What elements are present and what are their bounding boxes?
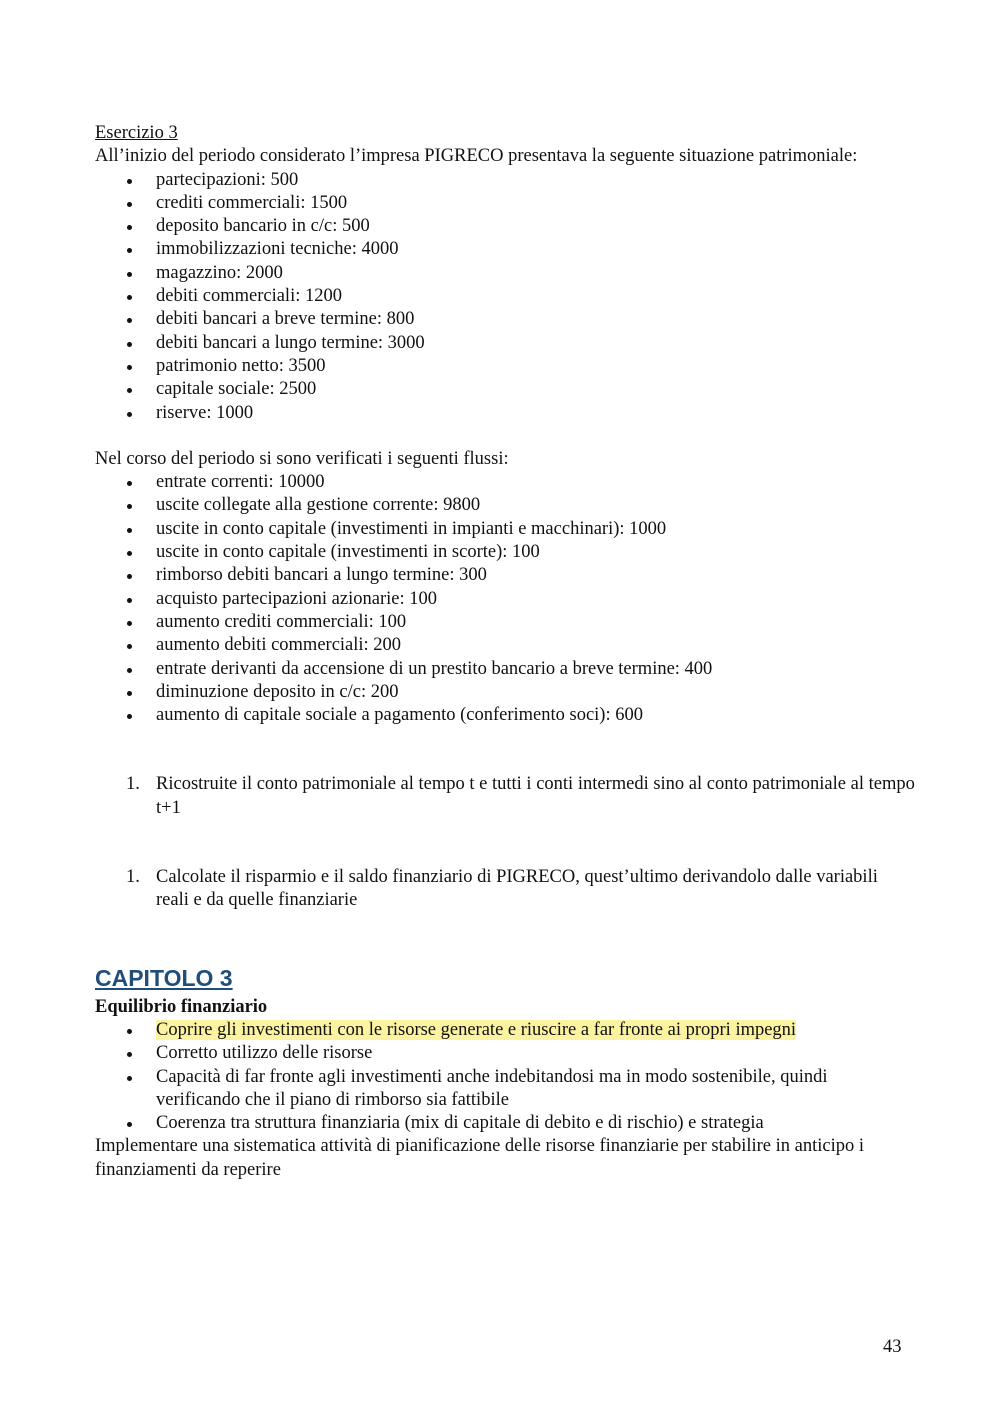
closing-paragraph: Implementare una sistematica attività di pianificazione delle risorse finanziarie per stabilire in anticipo i finanziamenti da reperire <box>95 1136 864 1180</box>
list-item: aumento debiti commerciali: 200 <box>95 634 915 657</box>
list-item: partecipazioni: 500 <box>95 169 915 192</box>
question-text: Calcolate il risparmio e il saldo finanziario di PIGRECO, quest’ultimo derivandolo dalle variabili reali e da quelle finanziarie <box>156 867 878 911</box>
list-item: debiti bancari a breve termine: 800 <box>95 308 915 331</box>
list-item <box>95 1019 915 1042</box>
question-1 <box>95 773 915 820</box>
exercise-title: Esercizio 3 <box>95 123 178 143</box>
list-item: uscite in conto capitale (investimenti in impianti e macchinari): 1000 <box>95 518 915 541</box>
list-item: Coerenza tra struttura finanziaria (mix di capitale di debito e di rischio) e strategia <box>95 1112 915 1135</box>
list-item: uscite collegate alla gestione corrente: 9800 <box>95 494 915 517</box>
list-item: patrimonio netto: 3500 <box>95 355 915 378</box>
highlighted-text: Coprire gli investimenti con le risorse generate e riuscire a far fronte ai propri impegni <box>156 1019 797 1040</box>
list-item: deposito bancario in c/c: 500 <box>95 215 915 238</box>
list-item: acquisto partecipazioni azionarie: 100 <box>95 588 915 611</box>
section-title: Equilibrio finanziario <box>95 996 268 1017</box>
list-item: diminuzione deposito in c/c: 200 <box>95 681 915 704</box>
list-item: Corretto utilizzo delle risorse <box>95 1042 915 1065</box>
list-item: entrate derivanti da accensione di un prestito bancario a breve termine: 400 <box>95 658 915 681</box>
exercise-intro: All’inizio del periodo considerato l’impresa PIGRECO presentava la seguente situazione patrimoniale: <box>95 146 858 167</box>
question-text: Ricostruite il conto patrimoniale al tempo t e tutti i conti intermedi sino al conto patrimoniale al tempo t+1 <box>156 774 915 818</box>
flow-items-list <box>95 471 915 727</box>
question-number: 1. <box>126 867 140 888</box>
page-content <box>95 122 915 1182</box>
list-item: rimborso debiti bancari a lungo termine: 300 <box>95 564 915 587</box>
list-item: riserve: 1000 <box>95 402 915 425</box>
question-2 <box>95 866 915 913</box>
list-item: aumento crediti commerciali: 100 <box>95 611 915 634</box>
question-number: 1. <box>126 774 140 795</box>
list-item: capitale sociale: 2500 <box>95 378 915 401</box>
chapter-items-list <box>95 1019 915 1135</box>
chapter-title: CAPITOLO 3 <box>95 964 233 991</box>
page-number: 43 <box>883 1337 902 1357</box>
list-item: Capacità di far fronte agli investimenti anche indebitandosi ma in modo sostenibile, quindi verificando che il piano di rimborso sia fattibile <box>95 1066 915 1113</box>
list-item: magazzino: 2000 <box>95 262 915 285</box>
list-item: crediti commerciali: 1500 <box>95 192 915 215</box>
list-item: aumento di capitale sociale a pagamento (conferimento soci): 600 <box>95 704 915 727</box>
flows-intro: Nel corso del periodo si sono verificati i seguenti flussi: <box>95 448 509 469</box>
initial-items-list <box>95 169 915 425</box>
list-item: immobilizzazioni tecniche: 4000 <box>95 238 915 261</box>
list-item: debiti commerciali: 1200 <box>95 285 915 308</box>
list-item: debiti bancari a lungo termine: 3000 <box>95 332 915 355</box>
list-item: entrate correnti: 10000 <box>95 471 915 494</box>
list-item: uscite in conto capitale (investimenti in scorte): 100 <box>95 541 915 564</box>
